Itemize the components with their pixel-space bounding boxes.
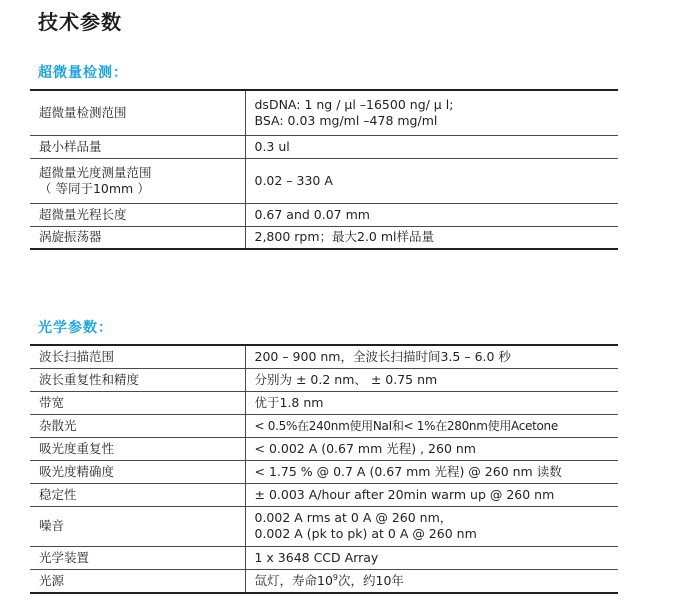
row-label: 吸光度重复性 <box>30 437 245 460</box>
row-value: 2,800 rpm；最大2.0 ml样品量 <box>245 226 618 249</box>
micro-spec-table <box>30 89 618 250</box>
row-label: 杂散光 <box>30 414 245 437</box>
row-label: 最小样品量 <box>30 135 245 158</box>
table-row <box>30 90 618 135</box>
table-row <box>30 226 618 249</box>
row-value: 200 – 900 nm，全波长扫描时间3.5 – 6.0 秒 <box>245 345 618 368</box>
table-row <box>30 483 618 506</box>
row-label: 波长扫描范围 <box>30 345 245 368</box>
row-label: 光源 <box>30 569 245 593</box>
table-row <box>30 546 618 569</box>
row-value: ± 0.003 A/hour after 20min warm up @ 260 nm <box>245 483 618 506</box>
row-value: 0.3 ul <box>245 135 618 158</box>
table-row <box>30 368 618 391</box>
row-value: < 1.75 % @ 0.7 A (0.67 mm 光程) @ 260 nm 读数 <box>245 460 618 483</box>
table-row <box>30 135 618 158</box>
row-value: 0.002 A rms at 0 A @ 260 nm， 0.002 A (pk to pk) at 0 A @ 260 nm <box>245 506 618 546</box>
section-heading-micro: 超微量检测： <box>38 65 128 81</box>
row-label: 带宽 <box>30 391 245 414</box>
row-value <box>245 569 618 593</box>
row-label: 超微量检测范围 <box>30 90 245 135</box>
table-row <box>30 414 618 437</box>
table-row <box>30 506 618 546</box>
row-label: 涡旋振荡器 <box>30 226 245 249</box>
section-heading-optical: 光学参数： <box>38 320 113 336</box>
row-label: 噪音 <box>30 506 245 546</box>
row-value: 0.02 – 330 A <box>245 158 618 203</box>
row-value: 1 x 3648 CCD Array <box>245 546 618 569</box>
row-value: < 0.002 A (0.67 mm 光程) , 260 nm <box>245 437 618 460</box>
row-label: 超微量光程长度 <box>30 203 245 226</box>
table-row <box>30 391 618 414</box>
row-label: 波长重复性和精度 <box>30 368 245 391</box>
row-value: 优于1.8 nm <box>245 391 618 414</box>
row-label: 吸光度精确度 <box>30 460 245 483</box>
lifetime-exponent: 9 <box>332 572 338 582</box>
row-label: 超微量光度测量范围 （ 等同于10mm ） <box>30 158 245 203</box>
table-row <box>30 437 618 460</box>
row-label: 稳定性 <box>30 483 245 506</box>
row-label: 光学装置 <box>30 546 245 569</box>
light-source-text-end: 次，约10年 <box>338 572 404 588</box>
page-title: 技术参数 <box>38 10 122 34</box>
table-row <box>30 158 618 203</box>
table-row <box>30 203 618 226</box>
optical-spec-table <box>30 344 618 594</box>
table-row <box>30 460 618 483</box>
row-value: 0.67 and 0.07 mm <box>245 203 618 226</box>
row-value: dsDNA: 1 ng / µl –16500 ng/ µ l; BSA: 0.03 mg/ml –478 mg/ml <box>245 90 618 135</box>
light-source-text: 氙灯，寿命10 <box>254 572 333 588</box>
table-row <box>30 345 618 368</box>
row-value: < 0.5%在240nm使用NaI和< 1%在280nm使用Acetone <box>245 414 618 437</box>
row-value: 分别为 ± 0.2 nm、 ± 0.75 nm <box>245 368 618 391</box>
table-row <box>30 569 618 593</box>
